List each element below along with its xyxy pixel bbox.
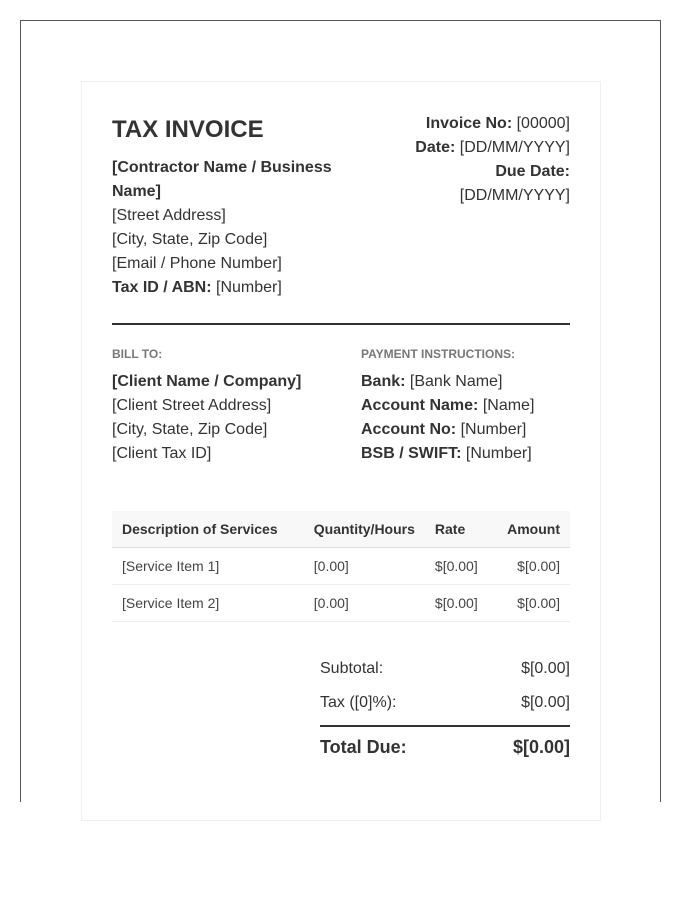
services-table (112, 511, 570, 622)
invoice-title: TAX INVOICE (112, 116, 264, 143)
bank-value: [Bank Name] (409, 373, 503, 390)
client-city: [City, State, Zip Code] (112, 421, 268, 438)
bank-label: Bank: (361, 373, 406, 390)
row-description: [Service Item 2] (112, 585, 304, 622)
tax-id-value: [Number] (216, 279, 282, 296)
invoice-date-value: [DD/MM/YYYY] (459, 139, 570, 156)
totals-block (320, 657, 570, 759)
client-street: [Client Street Address] (112, 397, 272, 414)
tax-row (320, 691, 570, 715)
totals-divider (320, 725, 570, 727)
payment-account-no (361, 418, 570, 442)
row-rate: $[0.00] (425, 548, 497, 585)
row-rate: $[0.00] (425, 585, 497, 622)
invoice-number-value: [00000] (516, 115, 570, 132)
total-due-row (320, 735, 570, 759)
bsb-label: BSB / SWIFT: (361, 445, 462, 462)
client-tax-id: [Client Tax ID] (112, 445, 212, 462)
table-header-row (112, 511, 570, 548)
header-description: Description of Services (112, 511, 304, 548)
invoice-date-label: Date: (415, 139, 456, 156)
invoice-date (370, 136, 570, 160)
account-name-label: Account Name: (361, 397, 479, 414)
bsb-value: [Number] (465, 445, 532, 462)
bill-to-label: BILL TO: (112, 347, 163, 361)
payment-label: PAYMENT INSTRUCTIONS: (361, 347, 516, 361)
contractor-city: [City, State, Zip Code] (112, 231, 268, 248)
account-no-value: [Number] (460, 421, 527, 438)
payment-account-name (361, 394, 570, 418)
due-date-value: [DD/MM/YYYY] (459, 187, 570, 204)
client-name: [Client Name / Company] (112, 373, 302, 390)
invoice-header (112, 112, 570, 323)
header-quantity: Quantity/Hours (304, 511, 425, 548)
row-quantity: [0.00] (304, 548, 425, 585)
contractor-block (112, 112, 352, 300)
contractor-contact: [Email / Phone Number] (112, 255, 282, 272)
table-row (112, 585, 570, 622)
account-name-value: [Name] (482, 397, 535, 414)
contractor-name: [Contractor Name / Business Name] (112, 159, 332, 200)
header-divider (112, 323, 570, 325)
invoice-number (370, 112, 570, 136)
table-row (112, 548, 570, 585)
total-due-value: $[0.00] (512, 737, 570, 757)
billing-info (112, 346, 570, 466)
invoice-meta (370, 112, 570, 208)
row-quantity: [0.00] (304, 585, 425, 622)
header-rate: Rate (425, 511, 497, 548)
contractor-street: [Street Address] (112, 207, 226, 224)
contractor-tax-id (112, 276, 352, 300)
tax-id-label: Tax ID / ABN: (112, 279, 212, 296)
header-amount: Amount (497, 511, 570, 548)
payment-bsb (361, 442, 570, 466)
row-amount: $[0.00] (497, 585, 570, 622)
row-description: [Service Item 1] (112, 548, 304, 585)
subtotal-label: Subtotal: (320, 660, 384, 677)
account-no-label: Account No: (361, 421, 457, 438)
payment-block (361, 346, 570, 466)
due-date-label: Due Date: (495, 163, 570, 180)
invoice-content (112, 112, 570, 769)
payment-bank (361, 370, 570, 394)
tax-label: Tax ([0]%): (320, 694, 397, 711)
invoice-number-label: Invoice No: (425, 115, 513, 132)
subtotal-row (320, 657, 570, 681)
row-amount: $[0.00] (497, 548, 570, 585)
subtotal-value: $[0.00] (521, 660, 570, 677)
bill-to-block (112, 346, 361, 466)
tax-value: $[0.00] (521, 694, 570, 711)
total-due-label: Total Due: (320, 737, 407, 757)
